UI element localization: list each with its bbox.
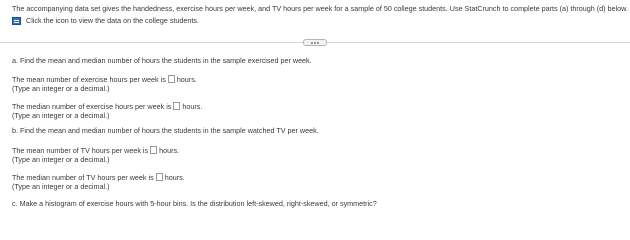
part-b-mean-hint: (Type an integer or a decimal.) xyxy=(12,155,110,164)
part-a-median-prefix: The median number of exercise hours per week is xyxy=(12,102,172,111)
ellipsis-icon xyxy=(311,42,313,44)
data-link-text: Click the icon to view the data on the college students. xyxy=(26,15,200,25)
question-intro xyxy=(12,4,628,25)
exercise-mean-input[interactable] xyxy=(168,75,175,83)
data-link-row xyxy=(12,17,624,26)
intro-text: The accompanying data set gives the handedness, exercise hours per week, and TV hours per week for a sample of 50 college students. Use StatCrunch to complete parts (a) through (d) below. xyxy=(12,4,628,13)
part-a-median-hint: (Type an integer or a decimal.) xyxy=(12,111,110,120)
part-a-median-suffix: hours. xyxy=(182,102,203,111)
part-b-heading: b. Find the mean and median number of hours the students in the sample watched TV per week. xyxy=(12,126,319,135)
exercise-median-input[interactable] xyxy=(173,102,180,110)
part-b-median-prefix: The median number of TV hours per week is xyxy=(12,173,154,182)
part-a-mean-hint: (Type an integer or a decimal.) xyxy=(12,84,110,93)
part-a-mean-prefix: The mean number of exercise hours per week is xyxy=(12,75,166,84)
part-c-heading: c. Make a histogram of exercise hours with 5-hour bins. Is the distribution left-skewed, right-skewed, or symmetric? xyxy=(12,199,377,208)
part-b-median-hint: (Type an integer or a decimal.) xyxy=(12,182,110,191)
part-a-heading: a. Find the mean and median number of hours the students in the sample exercised per week. xyxy=(12,56,312,65)
tv-median-input[interactable] xyxy=(156,173,163,181)
collapse-button[interactable] xyxy=(303,39,327,46)
part-b-mean-suffix: hours. xyxy=(159,146,180,155)
part-b-median-suffix: hours. xyxy=(164,173,185,182)
tv-mean-input[interactable] xyxy=(150,146,157,154)
part-a-mean-suffix: hours. xyxy=(176,75,197,84)
part-b-mean-prefix: The mean number of TV hours per week is xyxy=(12,146,149,155)
data-table-icon[interactable] xyxy=(12,17,21,25)
